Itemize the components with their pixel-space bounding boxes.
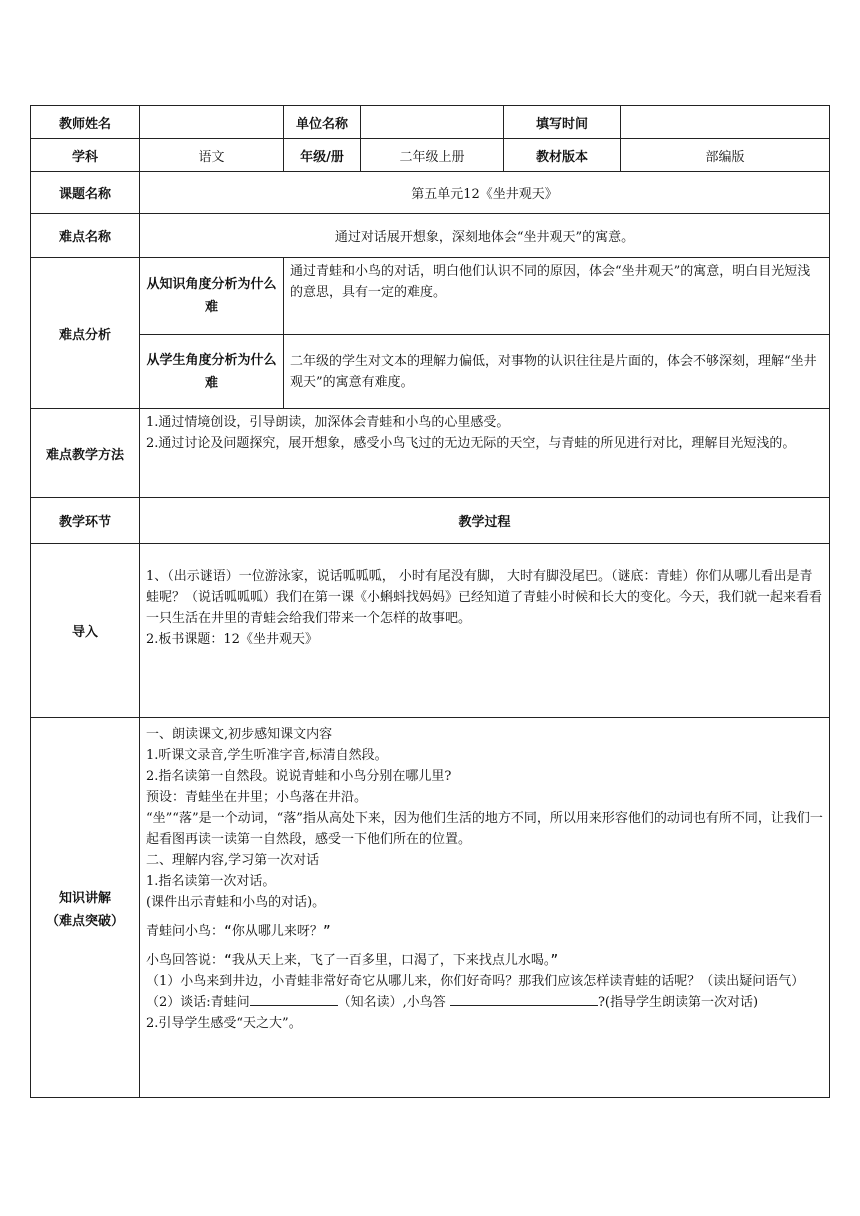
- edition-label: 教材版本: [504, 139, 621, 172]
- teacher-name-label: 教师姓名: [31, 106, 140, 139]
- lesson-plan-page: [30, 105, 829, 1098]
- dialogue-middle: （知名读）,小鸟答: [337, 995, 446, 1010]
- analysis-student-row: [31, 335, 830, 409]
- topic-value: 第五单元12《坐井观天》: [140, 172, 830, 214]
- method-line-2: 2.通过讨论及问题探究，展开想象，感受小鸟飞过的无边无际的天空，与青蛙的所见进行对比，理解目光短浅的。: [146, 436, 796, 451]
- knowledge-row: [31, 718, 830, 1098]
- knowledge-line-6: 二、理解内容,学习第一次对话: [146, 853, 320, 868]
- header-row-2: [31, 139, 830, 172]
- knowledge-angle-label: 从知识角度分析为什么难: [140, 258, 284, 335]
- bird-answer-line: 小鸟回答说：“我从天上来，飞了一百多里，口渴了，下来找点儿水喝。”: [146, 953, 559, 968]
- knowledge-label-line-1: 知识讲解: [58, 890, 111, 906]
- intro-line-1: 1、（出示谜语）一位游泳家，说话呱呱呱， 小时有尾没有脚， 大时有脚没尾巴。（谜底：青蛙）你们从哪儿看出是青蛙呢？（说话呱呱呱）我们在第一课《小蝌蚪找妈妈》已经知道了青蛙小时候和长大的变化。今天，我们就一起来看看一只生活在井里的青蛙会给我们带来一个怎样的故事吧。: [146, 569, 823, 626]
- difficulty-row: [31, 214, 830, 258]
- method-content: [140, 409, 830, 498]
- knowledge-line-11: （1）小鸟来到井边，小青蛙非常好奇它从哪儿来，你们好奇吗？那我们应该怎样读青蛙的话呢？（读出疑问语气）: [146, 974, 805, 989]
- analysis-knowledge-row: [31, 258, 830, 335]
- bird-answer-blank[interactable]: [450, 992, 598, 1006]
- header-row-1: [31, 106, 830, 139]
- knowledge-line-7: 1.指名读第一次对话。: [146, 874, 276, 889]
- dialogue-suffix: ?(指导学生朗读第一次对话): [597, 995, 759, 1010]
- intro-label: 导入: [31, 544, 140, 718]
- knowledge-content: [140, 718, 830, 1098]
- lesson-plan-table: [30, 105, 830, 1098]
- knowledge-line-8: (课件出示青蛙和小鸟的对话)。: [146, 895, 326, 910]
- grade-value: 二年级上册: [361, 139, 504, 172]
- fill-time-label: 填写时间: [504, 106, 621, 139]
- topic-row: [31, 172, 830, 214]
- subject-label: 学科: [31, 139, 140, 172]
- fill-time-value[interactable]: [621, 106, 830, 139]
- dialogue-prefix: （2）谈话:青蛙问: [146, 995, 250, 1010]
- knowledge-label-line-2: （难点突破）: [45, 913, 124, 929]
- knowledge-line-4: 预设：青蛙坐在井里；小鸟落在井沿。: [146, 790, 368, 805]
- intro-content: [140, 544, 830, 718]
- knowledge-angle-text: 通过青蛙和小鸟的对话，明白他们认识不同的原因，体会“坐井观天”的寓意，明白目光短浅的意思，具有一定的难度。: [284, 258, 830, 335]
- intro-row: [31, 544, 830, 718]
- knowledge-line-3: 2.指名读第一自然段。说说青蛙和小鸟分别在哪儿里?: [146, 769, 452, 784]
- teacher-name-value[interactable]: [140, 106, 284, 139]
- intro-line-2: 2.板书课题：12《坐井观天》: [146, 632, 318, 647]
- unit-value[interactable]: [361, 106, 504, 139]
- knowledge-label: [31, 718, 140, 1098]
- difficulty-value: 通过对话展开想象，深刻地体会“坐井观天”的寓意。: [140, 214, 830, 258]
- topic-label: 课题名称: [31, 172, 140, 214]
- knowledge-line-13: 2.引导学生感受“天之大”。: [146, 1016, 302, 1031]
- knowledge-line-5: “坐”“落”是一个动词，“落”指从高处下来，因为他们生活的地方不同，所以用来形容他们的动词也有所不同，让我们一起看图再读一读第一自然段，感受一下他们所在的位置。: [146, 811, 823, 847]
- analysis-label: 难点分析: [31, 258, 140, 409]
- knowledge-line-1: 一、朗读课文,初步感知课文内容: [146, 727, 333, 742]
- subject-value: 语文: [140, 139, 284, 172]
- stage-label: 教学环节: [31, 498, 140, 544]
- frog-question-line: 青蛙问小鸟：“你从哪儿来呀？”: [146, 924, 331, 939]
- difficulty-label: 难点名称: [31, 214, 140, 258]
- method-row: [31, 409, 830, 498]
- student-angle-label: 从学生角度分析为什么难: [140, 335, 284, 409]
- knowledge-line-2: 1.听课文录音,学生听准字音,标清自然段。: [146, 748, 388, 763]
- method-line-1: 1.通过情境创设，引导朗读，加深体会青蛙和小鸟的心里感受。: [146, 415, 510, 430]
- process-header-row: [31, 498, 830, 544]
- grade-label: 年级/册: [284, 139, 361, 172]
- knowledge-line-12: [146, 992, 823, 1013]
- method-label: 难点教学方法: [31, 409, 140, 498]
- frog-question-blank[interactable]: [250, 992, 338, 1006]
- edition-value: 部编版: [621, 139, 830, 172]
- student-angle-text: 二年级的学生对文本的理解力偏低，对事物的认识往往是片面的，体会不够深刻，理解“坐井观天”的寓意有难度。: [284, 335, 830, 409]
- process-label: 教学过程: [140, 498, 830, 544]
- unit-label: 单位名称: [284, 106, 361, 139]
